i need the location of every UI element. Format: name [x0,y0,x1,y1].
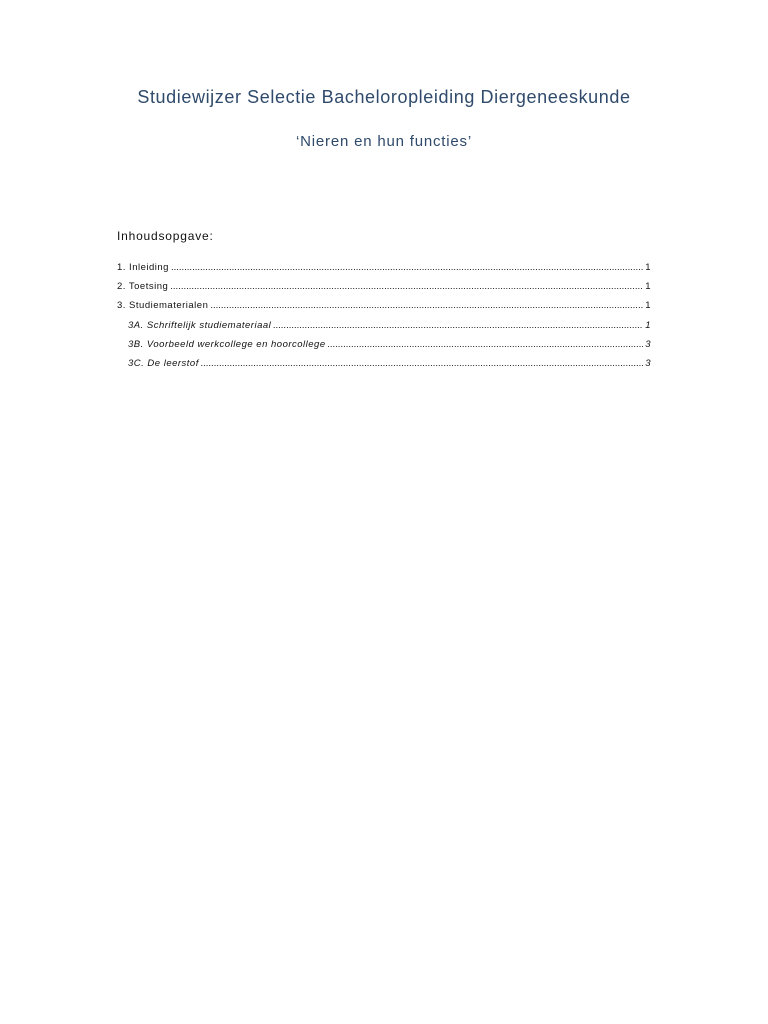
document-subtitle: ‘Nieren en hun functies’ [296,133,472,150]
toc-dot-leader [171,262,643,273]
toc-entry-label: 3A. Schriftelijk studiemateriaal [128,319,272,331]
toc-entry[interactable] [117,262,651,281]
toc-dot-leader [170,281,643,292]
toc-entry-page: 1 [645,319,651,331]
toc-dot-leader [210,300,643,311]
toc-entry-page: 1 [645,281,651,293]
toc-entry-label: 3C. De leerstof [128,357,199,369]
toc-entry-page: 1 [645,300,651,312]
toc-subentry[interactable] [117,320,651,339]
document-title: Studiewijzer Selectie Bacheloropleiding Diergeneeskunde [137,87,631,107]
toc-entry[interactable] [117,281,651,300]
toc-dot-leader [201,358,643,369]
toc-entry-label: 2. Toetsing [117,281,169,293]
toc-entry-page: 3 [645,357,651,369]
toc-subentry[interactable] [117,339,651,358]
toc-entry[interactable] [117,300,651,319]
toc-entry-label: 3. Studiematerialen [117,300,209,312]
toc-dot-leader [328,339,644,350]
toc-subentry[interactable] [117,358,651,377]
toc-entry-label: 1. Inleiding [117,262,169,273]
toc-dot-leader [273,320,643,331]
toc-entry-label: 3B. Voorbeeld werkcollege en hoorcollege [128,338,326,350]
toc-entry-page: 1 [645,262,651,273]
table-of-contents [117,262,651,377]
toc-entry-page: 3 [645,338,651,350]
toc-heading: Inhoudsopgave: [117,229,214,243]
